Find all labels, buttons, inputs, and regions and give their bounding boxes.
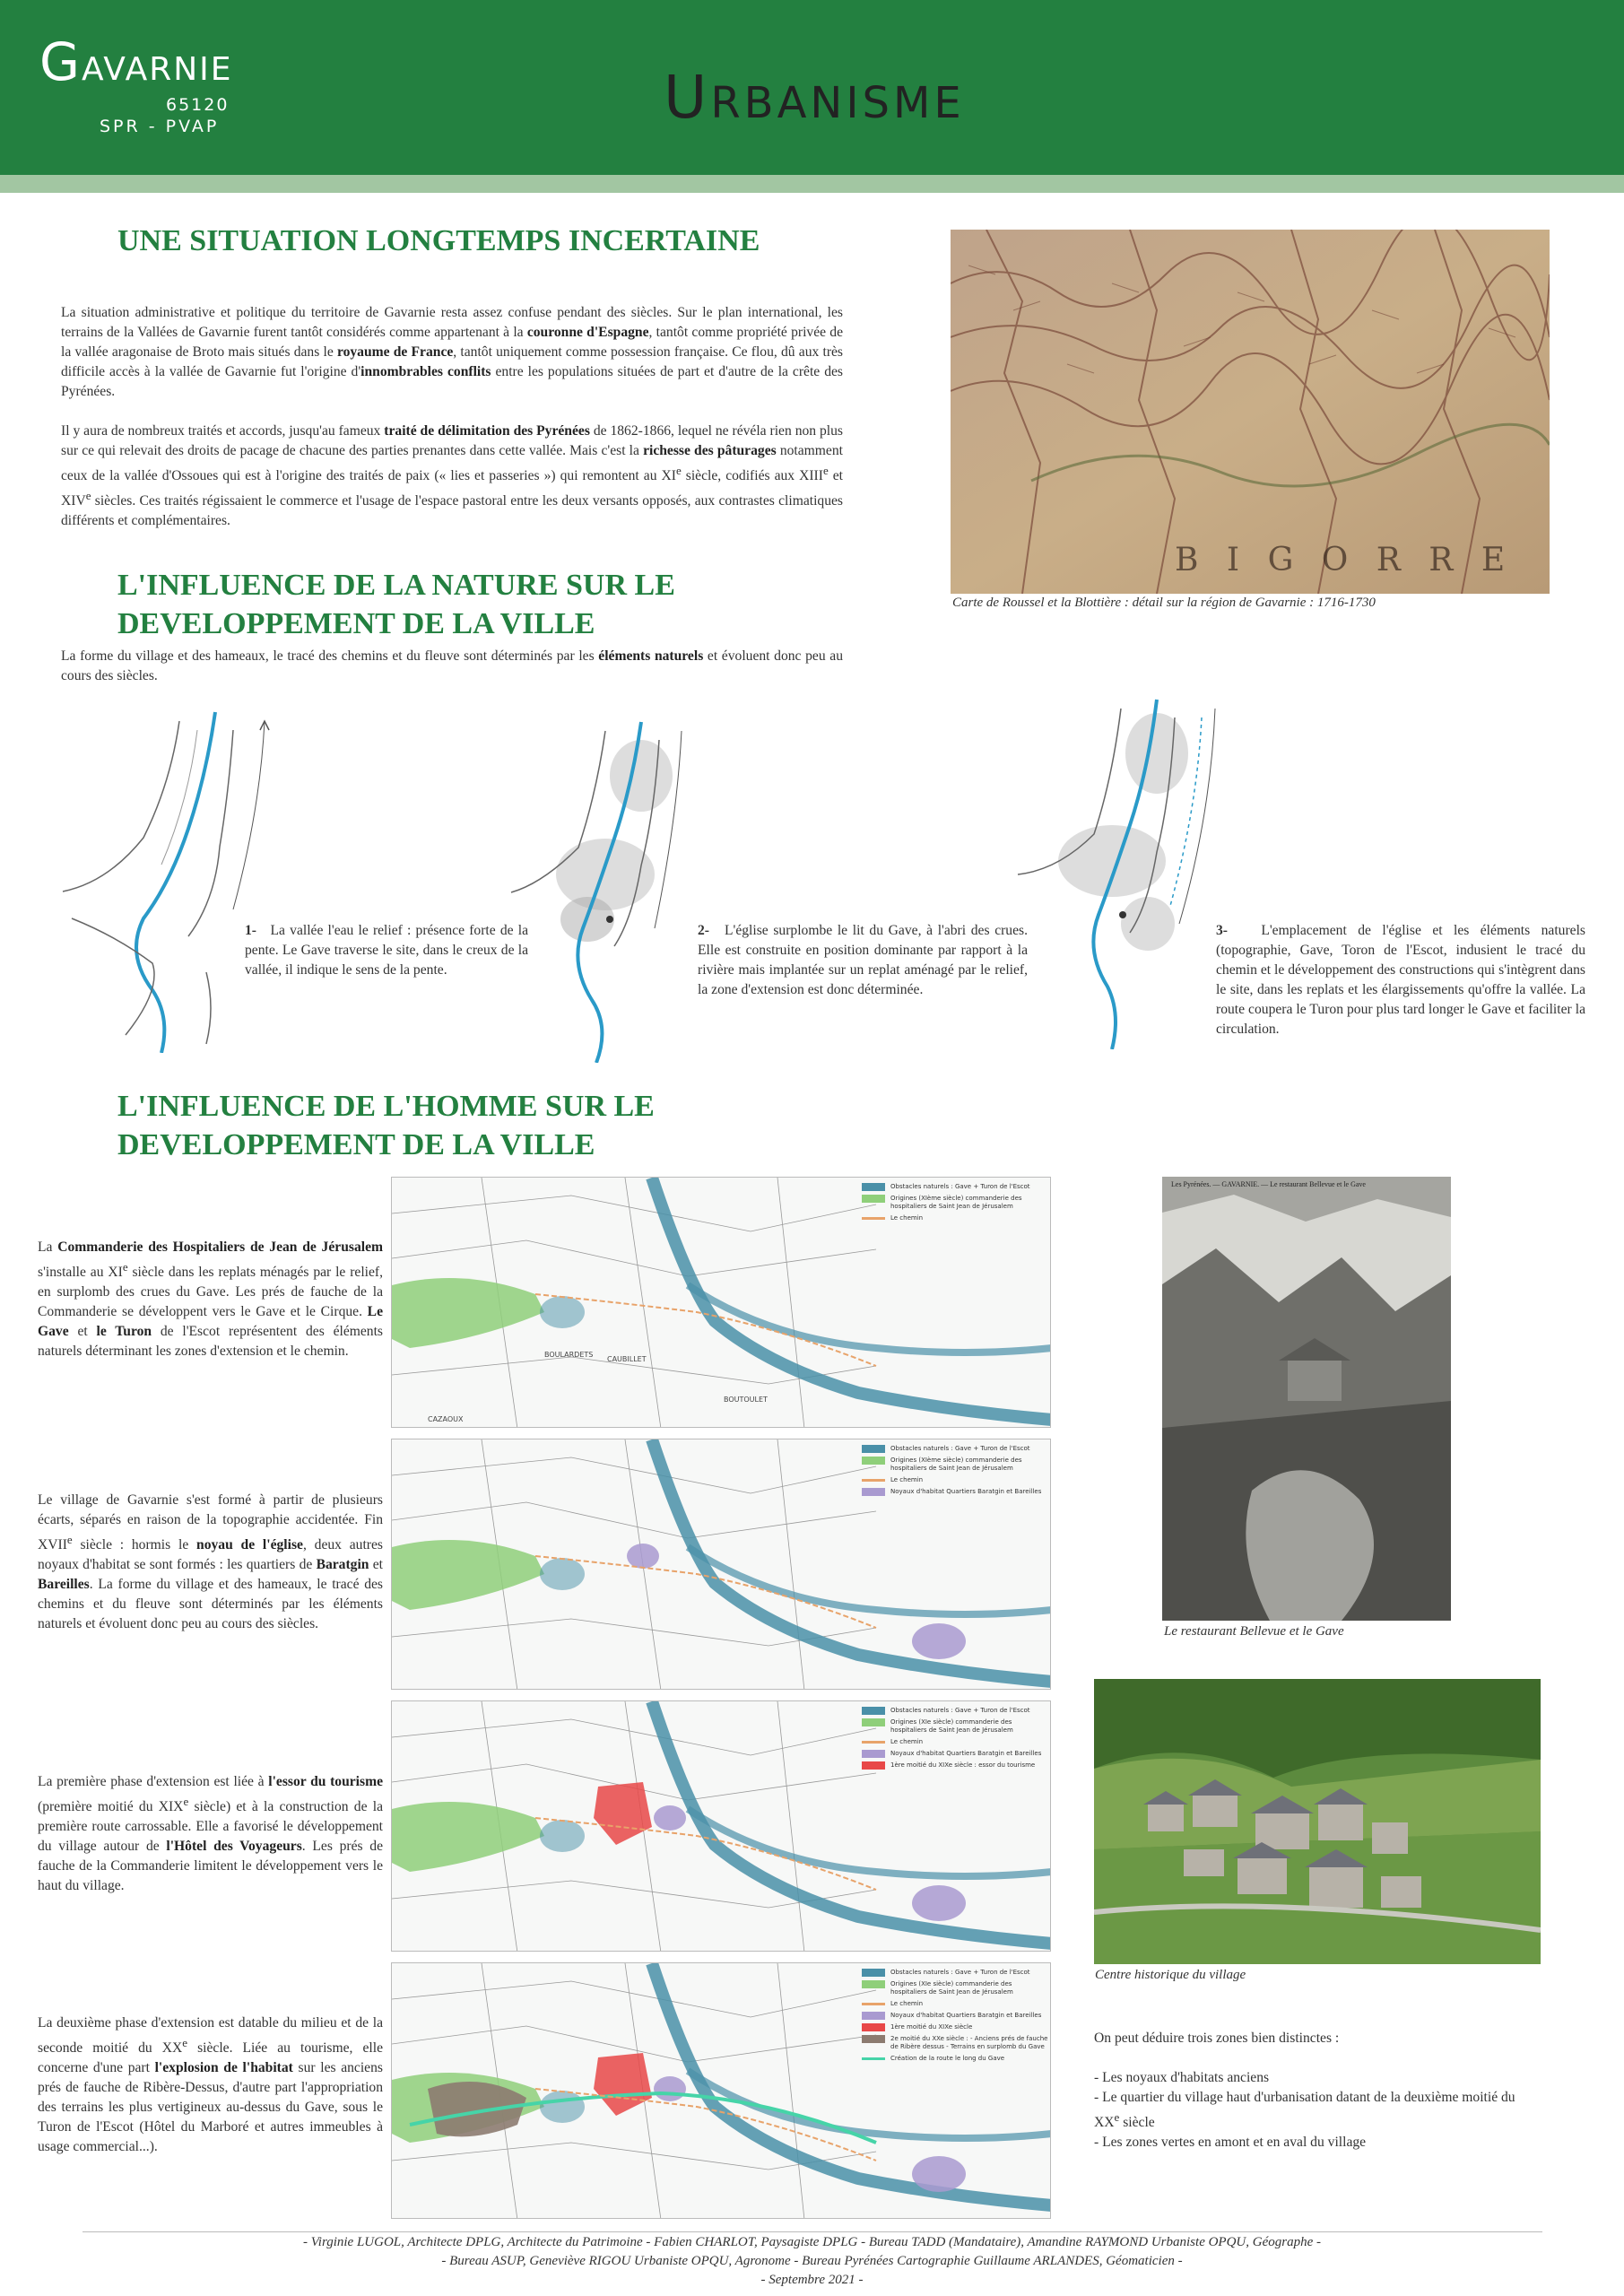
section2-intro: La forme du village et des hameaux, le tracé des chemins et du fleuve sont déterminés par les éléments naturels et évoluent donc peu au cours des siècles. [61, 648, 843, 683]
historic-map-image [951, 230, 1550, 594]
footer-date: - Septembre 2021 - [760, 2273, 864, 2287]
map-3-legend: Obstacles naturels : Gave + Turon de l'Escot Origines (XIe siècle) commanderie des hospitaliers de Saint Jean de Jérusalem Le chemin Noyaux d'habitat Quartiers Baratgin et Bareilles 1ère moitié du XIXe siècle : essor du tourisme [862, 1707, 1048, 1770]
phase-4-text: La deuxième phase d'extension est datable du milieu et de la seconde moitié du XXe siècle. Liée au tourisme, elle concerne d'une part l'explosion de l'habitat sur les anciens prés de fauche de Ribère-Dessus, d'autre part l'appropriation des terrains les plus vertigineux au-dessus du Gave, sous le Turon de l'Escot (Hôtel du Marboré et autres immeubles à usage commercial...). [38, 2015, 383, 2155]
historic-map-caption: Carte de Roussel et la Blottière : détail sur la région de Gavarnie : 1716-1730 [952, 596, 1376, 610]
map-1-label-cazaoux: CAZAOUX [428, 1415, 464, 1423]
conclusion-text: On peut déduire trois zones bien distinctes : - Les noyaux d'habitats anciens - Le quartier du village haut d'urbanisation datant de la deuxième moitié du XXe siècle - Les zones vertes en amont et en aval du village [1094, 2031, 1515, 2151]
step-3-text: 3- L'emplacement de l'église et les éléments naturels (topographie, Gave, Toron de l'Escot, indusient le tracé du chemin et le développement des constructions qui s'intègrent dans le site, dans les replats et les élargissements qu'offre la vallée. La route coupera le Turon pour plus tard longer le Gave et faciliter la circulation. [1216, 923, 1585, 1037]
photo-centre-historique [1094, 1679, 1541, 1964]
header-banner [0, 0, 1624, 175]
phase-2-text: Le village de Gavarnie s'est formé à partir de plusieurs écarts, séparés en raison de la topographie accidentée. Fin XVIIe siècle : hormis le noyau de l'église, deux autres noyaux d'habitat se sont formés : les quartiers de Baratgin et Bareilles. La forme du village et des hameaux, le tracé des chemins et du fleuve sont déterminés par les éléments naturels et évoluent donc peu au cours des siècles. [38, 1492, 384, 1632]
step-1-text: 1- La vallée l'eau le relief : présence forte de la pente. Le Gave traverse le site, dans le creux de la vallée, il indique le sens de la pente. [245, 923, 528, 978]
section1-text [61, 303, 843, 531]
map-panel-4 [391, 1962, 1051, 2219]
valley-sketch-3 [1013, 691, 1229, 1049]
map-1-legend: Obstacles naturels : Gave + Turon de l'Escot Origines (XIème siècle) commanderie des hospitaliers de Saint Jean de Jérusalem Le chemin [862, 1183, 1048, 1222]
section-title-nature: L'INFLUENCE DE LA NATURE SUR LE DEVELOPPEMENT DE LA VILLE [117, 569, 675, 640]
phase-3-text: La première phase d'extension est liée à l'essor du tourisme (première moitié du XIXe siècle) et à la construction de la première route carrossable. Elle a favorisé le développement du village autour de l'Hôtel des Voyageurs. Les prés de fauche de la Commanderie limitent le développement vers le haut du village. [38, 1774, 384, 1894]
logo-name: GAVARNIE [39, 31, 233, 92]
footer-credits-1: - Virginie LUGOL, Architecte DPLG, Architecte du Patrimoine - Fabien CHARLOT, Paysagiste DPLG - Bureau TADD (Mandataire), Amandine RAYMOND Urbaniste OPQU, Géographe - [302, 2235, 1321, 2249]
section1-paragraph-2: Il y aura de nombreux traités et accords, jusqu'au fameux traité de délimitation des Pyrénées de 1862-1866, lequel ne révéla rien non plus sur ce qui relevait des droits de pacage de chacune des parties prenantes dans cette vallée. Mais c'est la richesse des pâturages notamment ceux de la vallée d'Ossoues qui est à l'origine des traités de paix (« lies et passeries ») qui remontent au XIe siècle, codifiés aux XIIIe et XIVe siècles. Ces traités régissaient le commerce et l'usage de l'espace pastoral entre les deux versants opposés, aux contrastes climatiques différents et complémentaires. [61, 423, 844, 529]
map-2-legend: Obstacles naturels : Gave + Turon de l'Escot Origines (XIème siècle) commanderie des hospitaliers de Saint Jean de Jérusalem Le chemin Noyaux d'habitat Quartiers Baratgin et Bareilles [862, 1445, 1048, 1496]
header-stripe [0, 175, 1624, 193]
section-title-homme: L'INFLUENCE DE L'HOMME SUR LE DEVELOPPEMENT DE LA VILLE [117, 1090, 655, 1161]
logo-subtitle: SPR - PVAP [100, 117, 220, 136]
photo-centre-caption: Centre historique du village [1095, 1968, 1246, 1982]
map-4-legend: Obstacles naturels : Gave + Turon de l'Escot Origines (XIe siècle) commanderie des hospitaliers de Saint Jean de Jérusalem Le chemin Noyaux d'habitat Quartiers Baratgin et Bareilles 1ère moitié du XIXe siècle 2e moitié du XXe siècle : - Anciens prés de fauche de Ribère dessus - Terrains en surplomb du Gave Création de la route le long du Gave [862, 1969, 1048, 2063]
historic-map-label: B I G O R R E [1175, 542, 1515, 578]
map-1-label-boulardets: BOULARDETS [544, 1351, 594, 1359]
footer-credits-2: - Bureau ASUP, Geneviève RIGOU Urbaniste OPQU, Agronome - Bureau Pyrénées Cartographie Guillaume ARLANDES, Géomaticien - [441, 2254, 1183, 2268]
map-1-label-caubillet: CAUBILLET [607, 1355, 647, 1363]
section1-paragraph-1: La situation administrative et politique du territoire de Gavarnie resta assez confuse pendant des siècles. Sur le plan international, les terrains de la Vallées de Gavarnie furent tantôt considérés comme appartenant à la couronne d'Espagne, tantôt comme propriété privée de la vallée aragonaise de Broto mais situés dans le royaume de France, tantôt uniquement comme possession française. Ce flou, dû aux très difficile accès à la vallée de Gavarnie fut l'origine d'innombrables conflits entre les populations situées de part et d'autre de la crête des Pyrénées. [61, 305, 844, 399]
step-2-text: 2- L'église surplombe le lit du Gave, à l'abri des crues. Elle est construite en position dominante par rapport à la rivière mais implantée sur un replat aménagé par le relief, la zone d'extension est donc déterminée. [698, 923, 1028, 997]
map-panel-3 [391, 1700, 1051, 1952]
photo-restaurant-bellevue [1162, 1177, 1451, 1621]
photo-restaurant-bellevue-title: Les Pyrénées. — GAVARNIE. — Le restaurant Bellevue et le Gave [1171, 1180, 1366, 1188]
valley-sketch-2 [507, 713, 695, 1063]
page-title: URBANISME [664, 63, 965, 132]
map-1-label-boutoulet: BOUTOULET [724, 1396, 768, 1404]
map-panel-2 [391, 1439, 1051, 1690]
section-title-situation: UNE SITUATION LONGTEMPS INCERTAINE [117, 224, 760, 257]
valley-sketch-1 [54, 703, 278, 1053]
historic-map-illustration [951, 230, 1550, 594]
logo [39, 31, 233, 136]
photo-restaurant-caption: Le restaurant Bellevue et le Gave [1164, 1624, 1344, 1639]
logo-postal-code: 65120 [166, 95, 230, 115]
footer-divider [83, 2231, 1542, 2232]
map-panel-1 [391, 1177, 1051, 1428]
phase-1-text: La Commanderie des Hospitaliers de Jean de Jérusalem s'installe au XIe siècle dans les replats ménagés par le relief, en surplomb des crues du Gave. Les prés de fauche de la Commanderie se développent vers le Gave et le Cirque. Le Gave et le Turon de l'Escot représentent des éléments naturels déterminant les zones d'extension et le chemin. [38, 1239, 384, 1360]
